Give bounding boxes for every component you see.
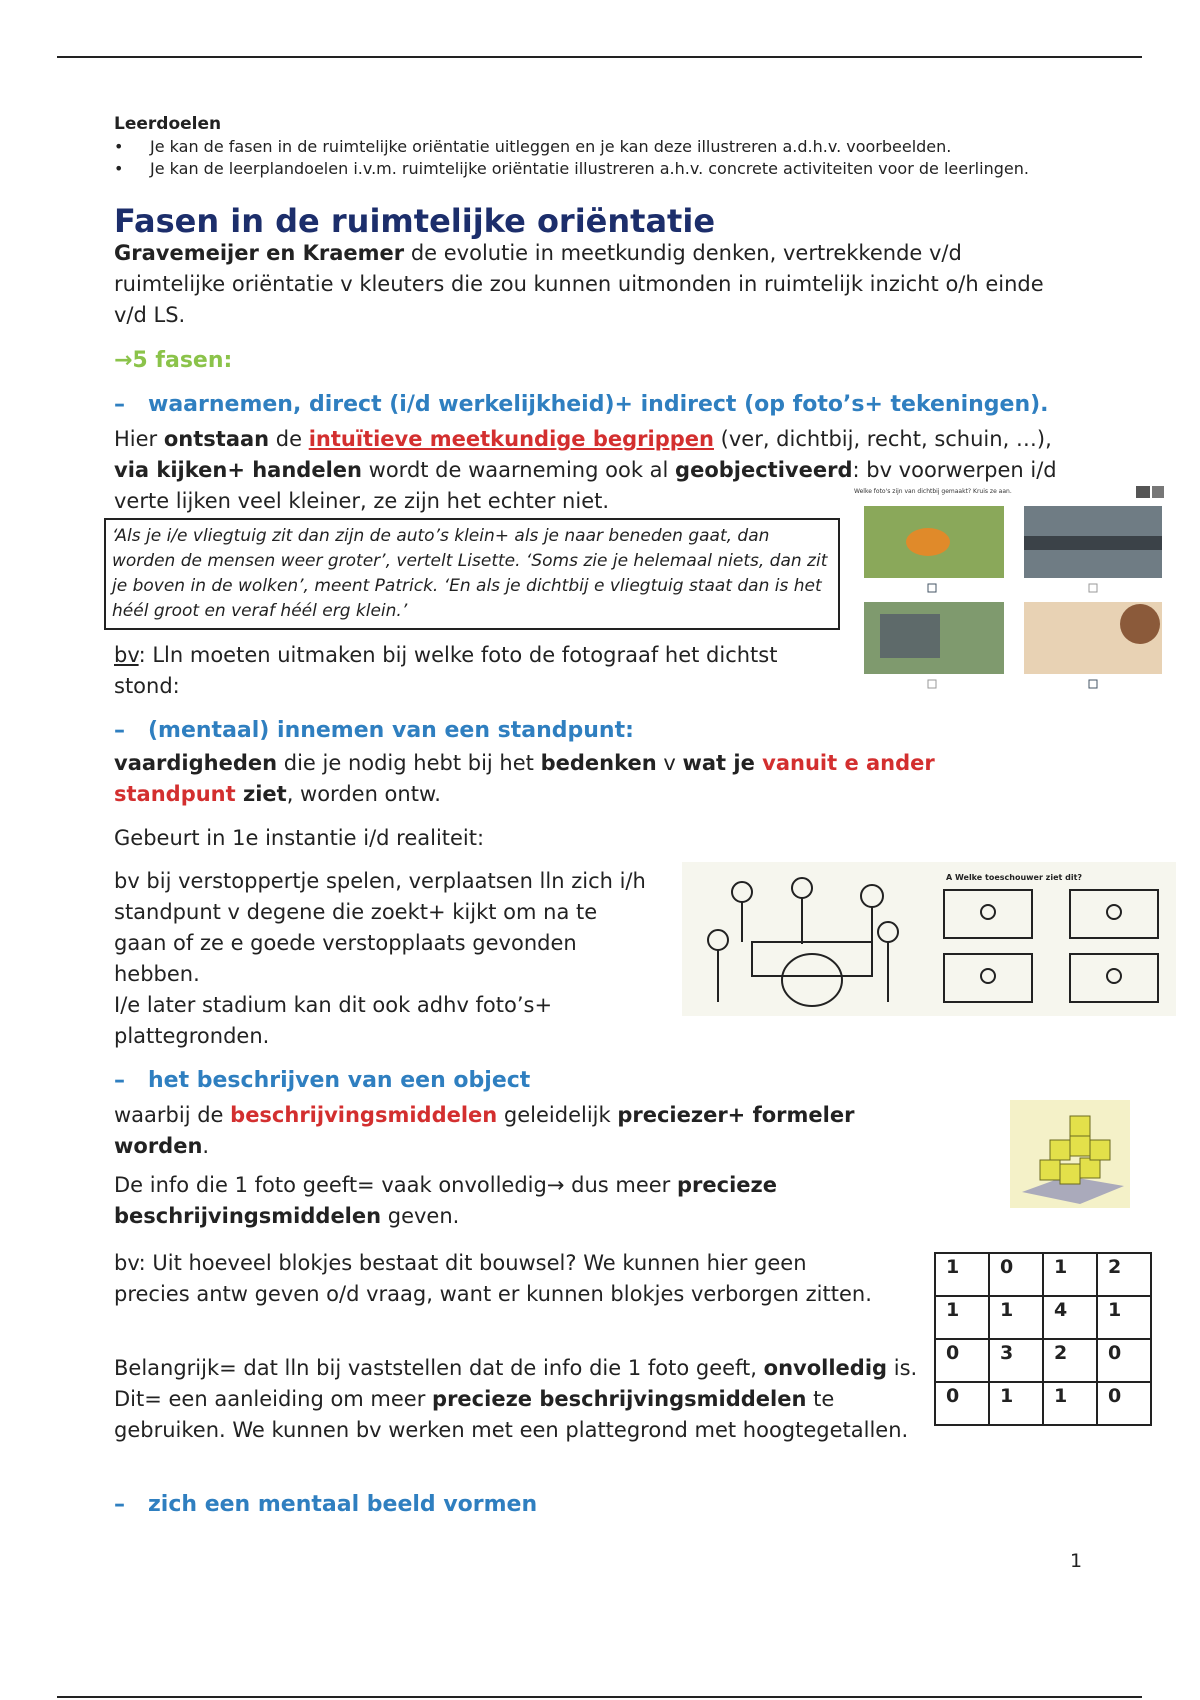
grid-cell: 1: [989, 1296, 1043, 1339]
grid-cell: 0: [935, 1382, 989, 1425]
intuitive-concepts-link: intuïtieve meetkundige begrippen: [308, 427, 714, 451]
grid-cell: 2: [1043, 1339, 1097, 1382]
phase3-paragraph: waarbij de beschrijvingsmiddelen geleidelijk preciezer+ formeler worden.: [114, 1103, 855, 1158]
leerdoelen-title: Leerdoelen: [114, 114, 222, 134]
phase2-paragraph: vaardigheden die je nodig hebt bij het bedenken v wat je vanuit e ander standpunt ziet, worden ontw.: [114, 751, 935, 806]
hide-and-seek-illustration: [682, 862, 1176, 1016]
phase1-paragraph: Hier ontstaan de intuïtieve meetkundige begrippen (ver, dichtbij, recht, schuin, …), via kijken+ handelen wordt de waarneming ook al geobjectiveerd: bv voorwerpen i/d verte lijken veel kleiner, ze zijn het echter niet.: [114, 427, 1057, 513]
grid-row: [935, 1253, 1151, 1296]
grid-row: [935, 1296, 1151, 1339]
phase3-heading: – het beschrijven van een object: [114, 1068, 531, 1093]
phase3-example: bv: Uit hoeveel blokjes bestaat dit bouwsel? We kunnen hier geen precies antw geven o/d vraag, want er kunnen blokjes verborgen zitten.: [114, 1251, 872, 1306]
page-title: Fasen in de ruimtelijke oriëntatie: [114, 202, 716, 240]
grid-cell: 1: [935, 1296, 989, 1339]
phase2-gebeurt: Gebeurt in 1e instantie i/d realiteit:: [114, 826, 485, 850]
phase1-example: bv: Lln moeten uitmaken bij welke foto de fotograaf het dichtst stond:: [114, 643, 778, 698]
dash-icon: –: [114, 1492, 125, 1517]
leerdoel-item: • Je kan de leerplandoelen i.v.m. ruimtelijke oriëntatie illustreren a.h.v. concrete activiteiten voor de leerlingen.: [114, 158, 1074, 180]
grid-cell: 4: [1043, 1296, 1097, 1339]
dash-icon: –: [114, 392, 125, 417]
grid-cell: 0: [935, 1339, 989, 1382]
leerdoel-item: • Je kan de fasen in de ruimtelijke oriëntatie uitleggen en je kan deze illustreren a.d.h.v. voorbeelden.: [114, 136, 1074, 158]
top-rule: [57, 56, 1142, 58]
grid-cell: 1: [1043, 1253, 1097, 1296]
phase1-heading-text: waarnemen, direct (i/d werkelijkheid)+ indirect (op foto’s+ tekeningen).: [148, 392, 1049, 417]
intro-paragraph: [114, 238, 1074, 331]
worksheet-badge-icon: [1136, 486, 1150, 498]
worksheet-title: A Welke toeschouwer ziet dit?: [946, 873, 1083, 882]
grid-cell: 1: [1097, 1296, 1151, 1339]
grid-row: [935, 1339, 1151, 1382]
grid-row: [935, 1382, 1151, 1425]
block-building-illustration: [1010, 1100, 1130, 1208]
grid-cell: 0: [989, 1253, 1043, 1296]
grid-cell: 2: [1097, 1253, 1151, 1296]
phase1-heading: [114, 392, 1049, 417]
intro-text: de evolutie in meetkundig denken, vertrekkende v/d ruimtelijke oriëntatie v kleuters die zou kunnen uitmonden in ruimtelijk inzicht o/h einde v/d LS.: [114, 241, 1044, 327]
phase3-belangrijk: Belangrijk= dat lln bij vaststellen dat de info die 1 foto geeft, onvolledig is. Dit= een aanleiding om meer precieze beschrijvingsmiddelen te gebruiken. We kunnen bv werken met een plattegrond met hoogtegetallen.: [114, 1356, 918, 1442]
page-number: 1: [1070, 1550, 1083, 1572]
phase2-heading: – (mentaal) innemen van een standpunt:: [114, 718, 634, 743]
grid-cell: 0: [1097, 1339, 1151, 1382]
dash-icon: –: [114, 718, 125, 743]
leerdoelen-list: [114, 136, 1074, 180]
grid-cell: 3: [989, 1339, 1043, 1382]
grid-cell: 1: [989, 1382, 1043, 1425]
height-grid: [934, 1252, 1152, 1426]
intro-authors: Gravemeijer en Kraemer: [114, 241, 405, 265]
grid-cell: 0: [1097, 1382, 1151, 1425]
grid-cell: 1: [1043, 1382, 1097, 1425]
phase4-heading: – zich een mentaal beeld vormen: [114, 1492, 538, 1517]
bottom-rule: [57, 1696, 1142, 1698]
closeup-photos-worksheet: [850, 484, 1168, 696]
phase2-example: bv bij verstoppertje spelen, verplaatsen lln zich i/h standpunt v degene die zoekt+ kijkt om na te gaan of ze e goede verstopplaats gevonden hebben. I/e later stadium kan dit ook adhv foto’s+ plattegronden.: [114, 869, 646, 1048]
worksheet-caption: Welke foto's zijn van dichtbij gemaakt? Kruis ze aan.: [854, 488, 1012, 495]
fasen-heading: →5 fasen:: [114, 348, 233, 373]
grid-cell: 1: [935, 1253, 989, 1296]
quote-box: ‘Als je i/e vliegtuig zit dan zijn de auto’s klein+ als je naar beneden gaat, dan worden de mensen weer groter’, vertelt Lisette. ‘Soms zie je helemaal niets, dan zit je boven in de wolken’, meent Patrick. ‘En als je dichtbij e vliegtuig staat dan is het héél groot en veraf héél erg klein.’: [104, 518, 840, 630]
dash-icon: –: [114, 1068, 125, 1093]
phase3-info: De info die 1 foto geeft= vaak onvolledig→ dus meer precieze beschrijvingsmiddelen geven.: [114, 1173, 777, 1228]
